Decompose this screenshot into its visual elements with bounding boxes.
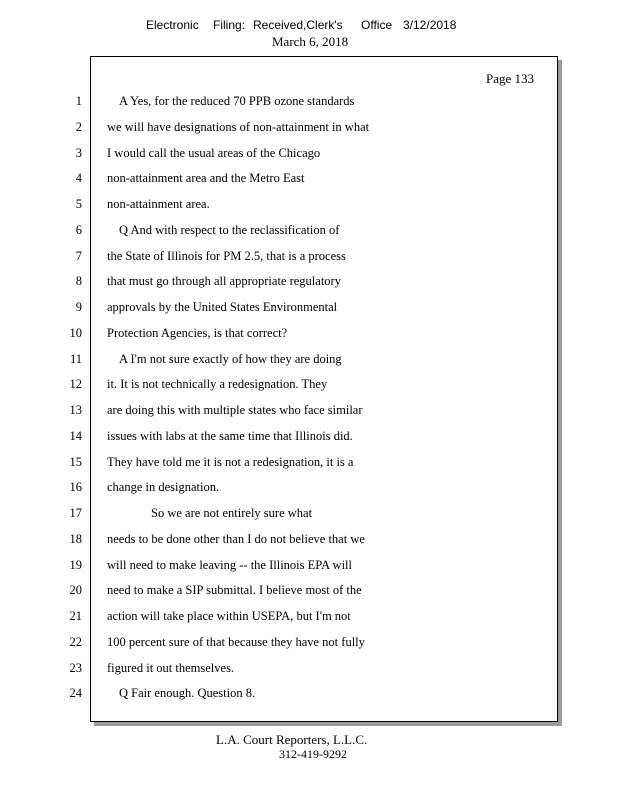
line-number: 22 xyxy=(69,634,82,649)
transcript-line xyxy=(0,681,618,707)
transcript-line xyxy=(0,501,618,527)
line-number: 8 xyxy=(75,274,82,289)
transcript-line xyxy=(0,578,618,604)
line-number: 20 xyxy=(69,583,82,598)
line-text: non-attainment area and the Metro East xyxy=(107,171,305,186)
line-number: 15 xyxy=(69,454,82,469)
stamp-word-electronic: Electronic xyxy=(146,18,199,32)
line-text: issues with labs at the same time that Illinois did. xyxy=(107,428,353,443)
line-text: So we are not entirely sure what xyxy=(151,506,313,520)
line-text: I would call the usual areas of the Chicago xyxy=(107,145,321,160)
line-number: 10 xyxy=(69,325,82,340)
line-text: non-attainment area. xyxy=(107,197,210,211)
transcript-line xyxy=(0,347,618,373)
line-number: 16 xyxy=(69,480,82,495)
line-text: that must go through all appropriate regulatory xyxy=(107,274,341,289)
filing-stamp xyxy=(0,18,618,32)
line-text: we will have designations of non-attainment in what xyxy=(107,119,370,134)
line-text: the State of Illinois for PM 2.5, that is a process xyxy=(107,248,346,263)
transcript-line xyxy=(0,398,618,424)
line-text: A Yes, for the reduced 70 PPB ozone standards xyxy=(119,94,355,108)
line-text: Q Fair enough. Question 8. xyxy=(119,686,256,701)
transcript-line xyxy=(0,244,618,270)
transcript-line xyxy=(0,218,618,244)
transcript-lines xyxy=(0,89,618,707)
transcript-line xyxy=(0,166,618,192)
line-number: 13 xyxy=(69,403,82,417)
transcript-line xyxy=(0,553,618,579)
transcript-line xyxy=(0,527,618,553)
line-number: 7 xyxy=(75,248,82,263)
line-text: action will take place within USEPA, but I'm not xyxy=(107,609,351,623)
line-text: will need to make leaving -- the Illinois EPA will xyxy=(107,557,352,572)
transcript-line xyxy=(0,192,618,218)
transcript-line xyxy=(0,321,618,347)
transcript-line xyxy=(0,89,618,115)
line-text: A I'm not sure exactly of how they are doing xyxy=(119,351,342,366)
line-number: 2 xyxy=(75,119,82,134)
transcript-line xyxy=(0,295,618,321)
line-text: 100 percent sure of that because they have not fully xyxy=(107,634,365,649)
transcript-line xyxy=(0,450,618,476)
line-number: 3 xyxy=(75,145,82,160)
line-text: needs to be done other than I do not believe that we xyxy=(107,531,365,546)
line-text: change in designation. xyxy=(107,480,220,495)
line-text: Protection Agencies, is that correct? xyxy=(107,325,288,340)
line-number: 19 xyxy=(69,557,82,572)
transcript-line xyxy=(0,141,618,167)
line-text: need to make a SIP submittal. I believe most of the xyxy=(107,583,362,598)
transcript-line xyxy=(0,656,618,682)
stamp-date: 3/12/2018 xyxy=(403,18,457,32)
transcript-line xyxy=(0,269,618,295)
line-text: are doing this with multiple states who face similar xyxy=(107,403,363,417)
line-number: 17 xyxy=(69,506,82,520)
transcript-line xyxy=(0,475,618,501)
transcript-line xyxy=(0,630,618,656)
stamp-word-received: Received,Clerk's xyxy=(253,18,343,32)
line-text: it. It is not technically a redesignation. They xyxy=(107,377,328,392)
footer-phone: 312-419-9292 xyxy=(279,747,347,761)
line-number: 5 xyxy=(75,197,82,211)
hearing-date: March 6, 2018 xyxy=(272,34,349,49)
line-number: 14 xyxy=(69,428,82,443)
page-number: Page 133 xyxy=(486,71,535,86)
stamp-word-office: Office xyxy=(361,18,393,32)
line-number: 12 xyxy=(69,377,82,392)
line-number: 1 xyxy=(75,94,82,108)
line-text: figured it out themselves. xyxy=(107,660,235,675)
transcript-line xyxy=(0,372,618,398)
line-number: 23 xyxy=(69,660,82,675)
transcript-line xyxy=(0,424,618,450)
line-number: 9 xyxy=(75,300,82,314)
stamp-word-filing: Filing: xyxy=(213,18,246,32)
line-number: 6 xyxy=(75,222,82,237)
line-text: They have told me it is not a redesignation, it is a xyxy=(107,454,354,469)
line-text: Q And with respect to the reclassification of xyxy=(119,222,340,237)
line-number: 24 xyxy=(69,686,82,701)
line-number: 18 xyxy=(69,531,82,546)
transcript-line xyxy=(0,115,618,141)
transcript-line xyxy=(0,604,618,630)
line-number: 4 xyxy=(75,171,82,186)
line-number: 11 xyxy=(69,351,82,366)
footer-company: L.A. Court Reporters, L.L.C. xyxy=(216,732,368,747)
line-text: approvals by the United States Environmental xyxy=(107,300,338,314)
line-number: 21 xyxy=(69,609,82,623)
